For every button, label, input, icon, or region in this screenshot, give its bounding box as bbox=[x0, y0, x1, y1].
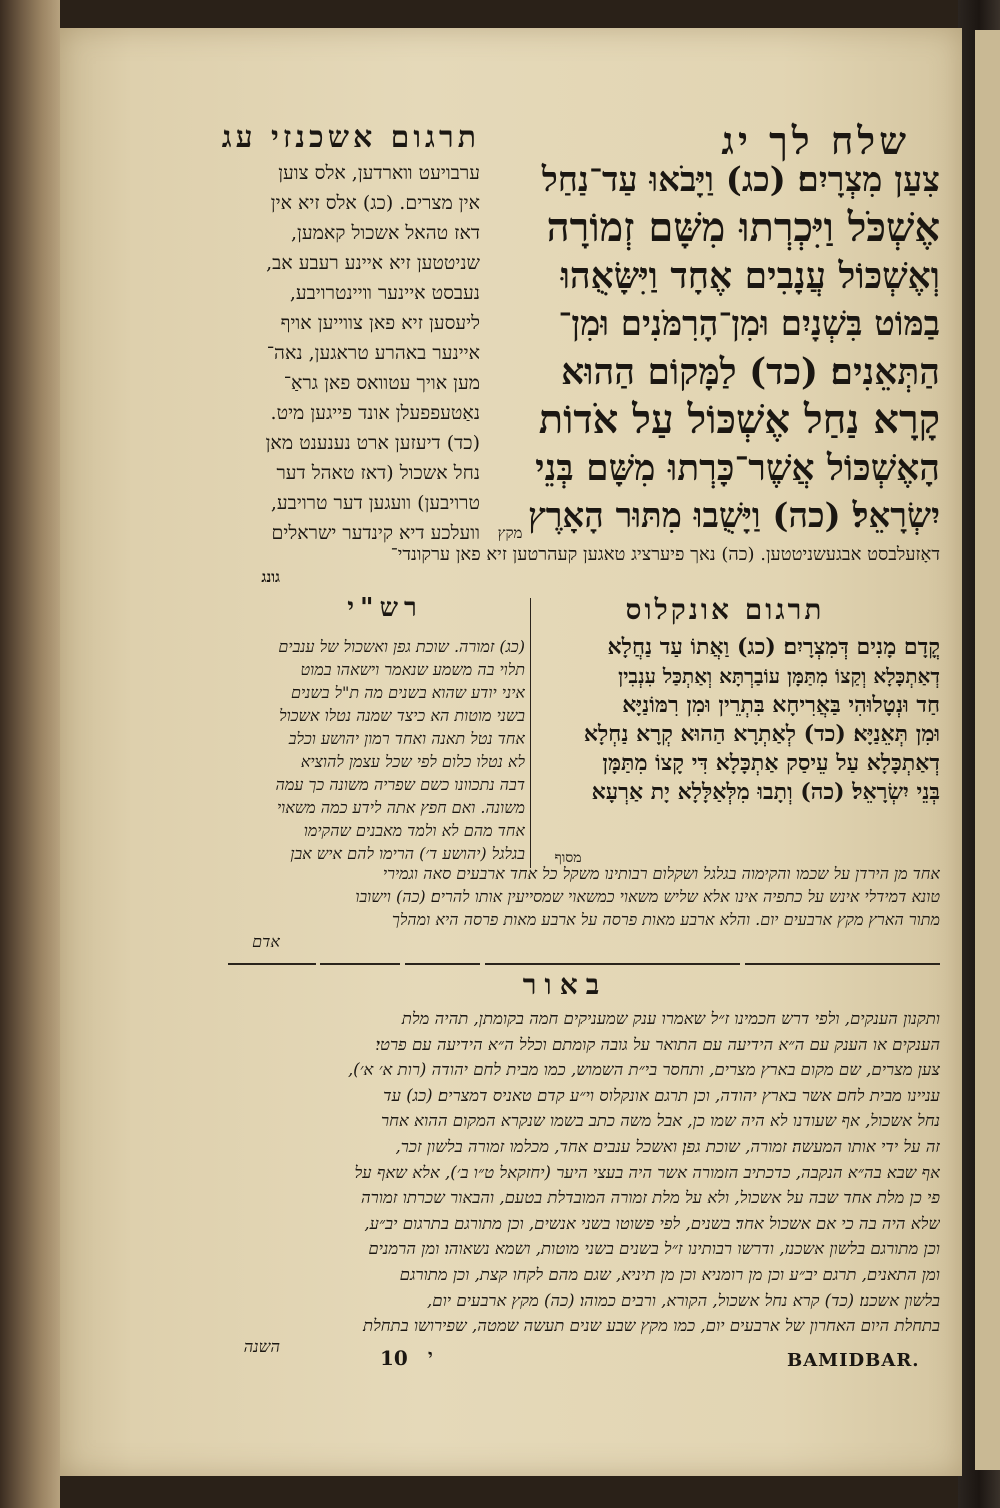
section-rule bbox=[405, 963, 480, 965]
translation-line: (כד) דיעזען ארט נענענט מאן bbox=[265, 432, 480, 454]
onkelos-column bbox=[535, 633, 940, 813]
biur-catchword: השנה bbox=[243, 1337, 280, 1356]
rashi-line: אחד מהם לא ולמד מאבנים שהקימו bbox=[303, 821, 525, 840]
rashi-continuation-line: אחד מן הירדן על שכמו והקימוה בגלגל ושקלום רבותינו משקל כל אחד ארבעים סאה וגמירי bbox=[382, 864, 940, 883]
biur-column bbox=[210, 1006, 940, 1346]
translation-line: שניטטען זיא איינע רעבע אב, bbox=[266, 252, 480, 274]
onkelos-line: בְּנֵי יִשְׂרָאֵל׃ (כה) וְתָבוּ מִלְּאַלָּלָא יָת אַרְעָא bbox=[591, 779, 940, 805]
hebrew-page-letter: י bbox=[428, 1346, 433, 1367]
main-header: שלח לך יג bbox=[721, 118, 910, 163]
book-name: BAMIDBAR. bbox=[787, 1350, 920, 1371]
translation-line: דאז טהאל אשכול קאמען, bbox=[290, 222, 480, 244]
onkelos-catchword: מסוף bbox=[554, 850, 582, 866]
translation-line: איינער באהרע טראגען, נאה־ bbox=[266, 342, 480, 364]
page-edges bbox=[0, 0, 60, 1508]
biur-line: שלא היה בה כי אם אשכול אחד׃ בשנים, לפי פשוטו בשני אנשים, וכן מתורגם בתרגום יב״ע, bbox=[364, 1213, 940, 1233]
section-rule bbox=[320, 963, 400, 965]
rashi-continuation bbox=[220, 860, 940, 950]
verse-line: וְאֶשְׁכּוֹל עֲנָבִים אֶחָד וַיִּשָּׂאֻהוּ bbox=[560, 255, 940, 297]
onkelos-line: דְאַתְכָּלָא עַל עֵיסַק אַתְכָּלָא דִּי קָצוֹ מִתַּמָּן bbox=[602, 750, 940, 776]
biur-line: וכן מתורגם בלשון אשכנז, ודרשו רבותינו ז״ל בשנים בשני מוטות, ושמא נשאוהו׃ ומן הרמנים bbox=[368, 1239, 940, 1259]
translation-line: ערבויעט װארדען, אלס צוען bbox=[278, 162, 480, 184]
rashi-line: תלוי בה משמע שנאמר וישאהו במוט bbox=[300, 660, 525, 679]
onkelos-line: דְאַתְכָּלָא וְקַצוֹ מִתַּמָּן עוֹבַרְתָּא וְאַתְכַּל עִנְבִין bbox=[618, 664, 940, 688]
translation-line: וועלכע דיא קינדער ישראלים bbox=[271, 522, 480, 544]
onkelos-line: קֳדָם מָנִים דְּמִצְרָיִם׃ (כג) וַאֲתוֹ עַד נַחֲלָא bbox=[607, 634, 940, 660]
rashi-heading: רש"י bbox=[347, 593, 423, 623]
onkelos-heading: תרגום אונקלוס bbox=[625, 593, 825, 626]
facing-page-edge bbox=[975, 30, 1000, 1470]
verse-line: צִעַן מִצְרָיִם׃ (כג) וַיָּבֹאוּ עַד־נַחַל bbox=[541, 160, 940, 200]
translation-line: מען אויך עטוואס פאן גראַ־ bbox=[283, 372, 480, 394]
rashi-line: אחד נטל תאנה ואחד רמון יהושע וכלב bbox=[288, 729, 525, 748]
biur-line: פי כן מלת אחד שבה על אשכול, ולא על מלת זמורה המובדלת בטעם, והבאור שכרתו זמורה bbox=[361, 1188, 940, 1208]
book-page bbox=[60, 28, 962, 1476]
rashi-catchword: אדם bbox=[252, 932, 280, 951]
rashi-line: בגלגל (יהושע ד׳) הרימו להם איש אבן bbox=[290, 844, 525, 863]
biur-line: ומן התאנים, תרגם יב״ע וכן מן רומניא וכן מן תיניא, שגם מהם לקחו קצת, וכן מתורגם bbox=[399, 1265, 940, 1284]
rashi-line: דבה נתכוונו כשם שפריה משונה כך עמה bbox=[275, 775, 525, 794]
biur-line: עניינו מבית לחם אשר בארץ יהודה, וכן תרגם אונקלוס וי״ע קדם טאניס דמצרים׃ (כג) עד bbox=[383, 1085, 940, 1105]
verse-line: הַתְּאֵנִים׃ (כד) לַמָּקוֹם הַהוּא bbox=[561, 351, 940, 393]
german-translation-column bbox=[215, 158, 480, 558]
biur-line: בלשון אשכנז׃ (כד) קרא נחל אשכול, הקורא, ורבים כמוהו׃ (כה) מקץ ארבעים יום, bbox=[427, 1290, 940, 1310]
translation-line: אין מצרים. (כג) אלס זיא אין bbox=[270, 192, 480, 214]
biur-line: נחל אשכול, אף שעודנו לא היה שמו כן, אבל משה כתב בשמו שנקרא המקום ההוא אחר bbox=[381, 1111, 940, 1131]
translation-continuation: דאָזעלבסט אבגעשניטטען. (כה) נאך פיערציג טאגען קעהרטען זיא פאן ערקונדי־ bbox=[390, 544, 940, 565]
onkelos-line: חַד וּנְטָלוּהִי בַּאֲרִיחָא בִּתְרֵין וּמִן רִמּוֹנַיָּא bbox=[622, 692, 940, 718]
section-rule bbox=[745, 963, 940, 965]
biur-line: אף שבא בה״א הנקבה, כדכתיב הזמורה אשר היה בעצי היער (יחזקאל ט״ו ב׳), אלא שאף על bbox=[354, 1162, 940, 1182]
translation-line: נאַטעפפעלן אונד פייגען מיט. bbox=[270, 402, 480, 424]
verse-line: יִשְׂרָאֵל׃ (כה) וַיָּשֻׁבוּ מִתּוּר הָאָרֶץ bbox=[528, 496, 940, 536]
biur-heading: באור bbox=[522, 968, 608, 1001]
rashi-line: לא נטלו כלום לפי שכל עצמן להוציא bbox=[300, 752, 525, 771]
biur-line: ותקנון הענקים, ולפי דרש חכמינו ז״ל שאמרו ענק שמעניקים חמה בקומתן, תהיה מלת bbox=[401, 1009, 940, 1028]
verse-line: קָרָא נַחַל אֶשְׁכּוֹל עַל אֹדוֹת bbox=[538, 396, 940, 443]
verse-line: הָאֶשְׁכּוֹל אֲשֶׁר־כָּרְתוּ מִשָּׁם בְּנֵי bbox=[535, 447, 940, 489]
biur-line: בתחלת היום האחרון של ארבעים יום, כמו מקץ שבע שנים תעשה שמטה, שפירושו בתחלת bbox=[363, 1316, 940, 1336]
biur-line: הענקים או הענק עם ה״א הידיעה עם התואר על גובה קומתם וכלל ה״א הידיעה עם פרטי׃ bbox=[375, 1034, 940, 1054]
translation-line: ליעסען זיא פאן צווייען אויף bbox=[280, 312, 480, 334]
rashi-continuation-line: מתור הארץ מקץ ארבעים יום. והלא ארבע מאות פרסה על ארבע מאות פרסה היא ומהלך bbox=[391, 910, 940, 929]
verse-line: אֶשְׁכֹּל וַיִּכְרְתוּ מִשָּׁם זְמוֹרָה bbox=[546, 204, 940, 251]
side-header: תרגום אשכנזי עג bbox=[221, 120, 480, 155]
section-rule bbox=[485, 963, 740, 965]
verse-catchword: מקץ bbox=[497, 524, 523, 542]
rashi-line: בשני מוטות הא כיצד שמנה נטלו אשכול bbox=[279, 706, 525, 725]
rashi-line: איני יודע שהוא בשנים מה ת"ל בשנים bbox=[290, 683, 525, 702]
translation-line: נחל אשכול (דאז טאהל דער bbox=[276, 462, 480, 484]
column-divider bbox=[530, 598, 531, 868]
translation-line: נעבסט איינער װיינטרויבע, bbox=[289, 282, 480, 304]
verse-line: בַמּוֹט בִּשְׁנָיִם וּמִן־הָרִמֹּנִים וּמִן־ bbox=[558, 304, 940, 344]
rashi-line: משונה. ואם חפץ אתה לידע כמה משאוי bbox=[276, 798, 525, 817]
onkelos-line: וּמִן תְּאֵנַיָּא׃ (כד) לְאַתְרָא הַהוּא קְרָא נַחְלָא bbox=[583, 721, 940, 747]
translation-catchword: גונג bbox=[261, 568, 280, 586]
section-rule bbox=[228, 963, 316, 965]
page-number: 10 bbox=[380, 1346, 408, 1370]
rashi-line: (כג) זמורה. שוכת גפן ואשכול של ענבים bbox=[278, 637, 525, 656]
biur-line: זה על ידי אותו המעשה׃ זמורה, שוכת גפן׃ ואשכל ענבים אחד, מכלמו זמורה בלשון זכר, bbox=[395, 1137, 940, 1156]
rashi-continuation-line: טונא דמידלי אינש על כתפיה אינו אלא שליש משאוי כמשאוי שמסייעין אותו להרים׃ (כה) וישובו bbox=[355, 887, 940, 906]
hebrew-verse-column bbox=[490, 156, 940, 556]
translation-line: טרויבען) וועגען דער טרויבע, bbox=[270, 492, 480, 514]
biur-line: צען מצרים, שם מקום בארץ מצרים, ותחסר בי״ת השמוש, כמו מבית לחם יהודה (רות א׳ א׳), bbox=[347, 1060, 940, 1080]
